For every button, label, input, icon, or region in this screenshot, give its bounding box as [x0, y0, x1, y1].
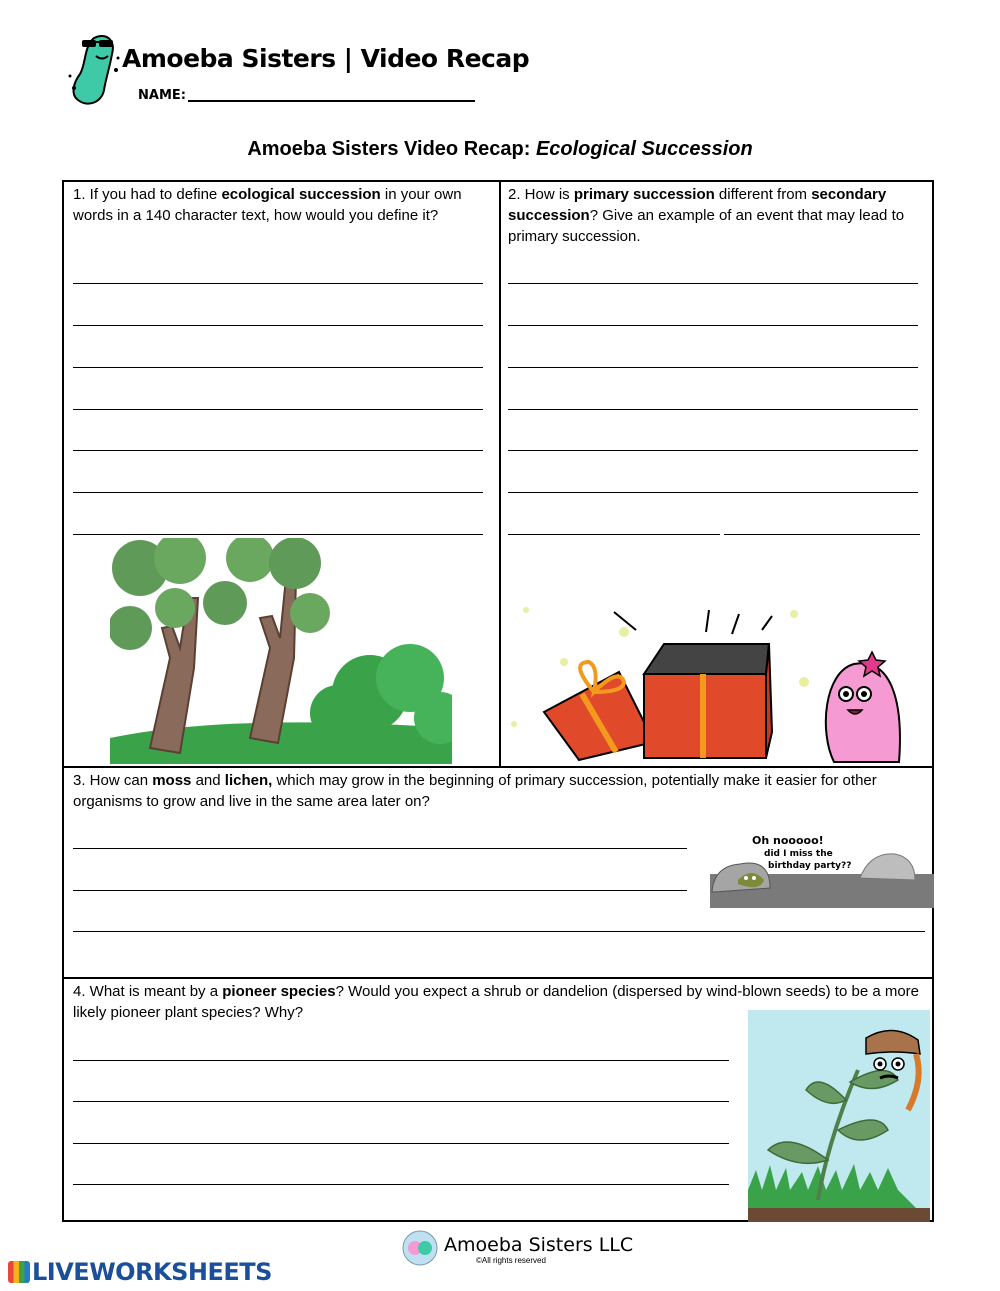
answer-line[interactable]	[73, 890, 687, 891]
amoeba-sisters-footer-logo	[402, 1230, 438, 1266]
worksheet-grid	[62, 180, 934, 1222]
answer-line[interactable]	[508, 367, 918, 368]
svg-text:Oh nooooo!: Oh nooooo!	[752, 834, 824, 847]
gift-box-illustration	[504, 602, 934, 764]
answer-line[interactable]	[508, 492, 918, 493]
liveworksheets-badge-icon	[8, 1261, 30, 1283]
answer-line[interactable]	[73, 492, 483, 493]
name-input-line[interactable]	[188, 100, 475, 102]
svg-text:did I miss the: did I miss the	[764, 849, 833, 859]
name-label: NAME:	[138, 88, 186, 103]
answer-line[interactable]	[508, 283, 918, 284]
question-3: 3. How can moss and lichen, which may grow in the beginning of primary succession, potentially make it easier for other organisms to grow and live in the same area later on?	[73, 772, 877, 810]
answer-line[interactable]	[73, 450, 483, 451]
answer-line[interactable]	[724, 534, 920, 535]
answer-line[interactable]	[508, 450, 918, 451]
question-4: 4. What is meant by a pioneer species? Would you expect a shrub or dandelion (dispersed by wind-blown seeds) to be a more likely pioneer plant species? Why?	[73, 983, 920, 1021]
pioneer-plant-illustration	[748, 1010, 930, 1222]
moss-rock-illustration	[710, 822, 934, 908]
answer-line[interactable]	[73, 283, 483, 284]
answer-line[interactable]	[73, 367, 483, 368]
brand-title: Amoeba Sisters | Video Recap	[122, 44, 530, 73]
liveworksheets-watermark: LIVEWORKSHEETS	[8, 1258, 272, 1286]
answer-line[interactable]	[73, 931, 925, 932]
answer-line[interactable]	[73, 848, 687, 849]
answer-line[interactable]	[73, 1060, 729, 1061]
answer-line[interactable]	[73, 1143, 729, 1144]
page-title: Amoeba Sisters Video Recap: Ecological Succession	[247, 138, 753, 160]
answer-line[interactable]	[508, 325, 918, 326]
answer-line[interactable]	[508, 409, 918, 410]
footer-company: Amoeba Sisters LLC	[444, 1234, 634, 1256]
trees-illustration	[110, 538, 452, 764]
svg-text:birthday party??: birthday party??	[768, 861, 852, 871]
answer-line[interactable]	[508, 534, 720, 535]
question-2: 2. How is primary succession different from secondary succession? Give an example of an event that may lead to primary succession.	[508, 186, 905, 245]
answer-line[interactable]	[73, 534, 483, 535]
answer-line[interactable]	[73, 409, 483, 410]
footer-rights: ©All rights reserved	[476, 1256, 546, 1265]
answer-line[interactable]	[73, 325, 483, 326]
answer-line[interactable]	[73, 1101, 729, 1102]
answer-line[interactable]	[73, 1184, 729, 1185]
question-1: 1. If you had to define ecological succession in your own words in a 140 character text, how would you define it?	[73, 186, 462, 224]
